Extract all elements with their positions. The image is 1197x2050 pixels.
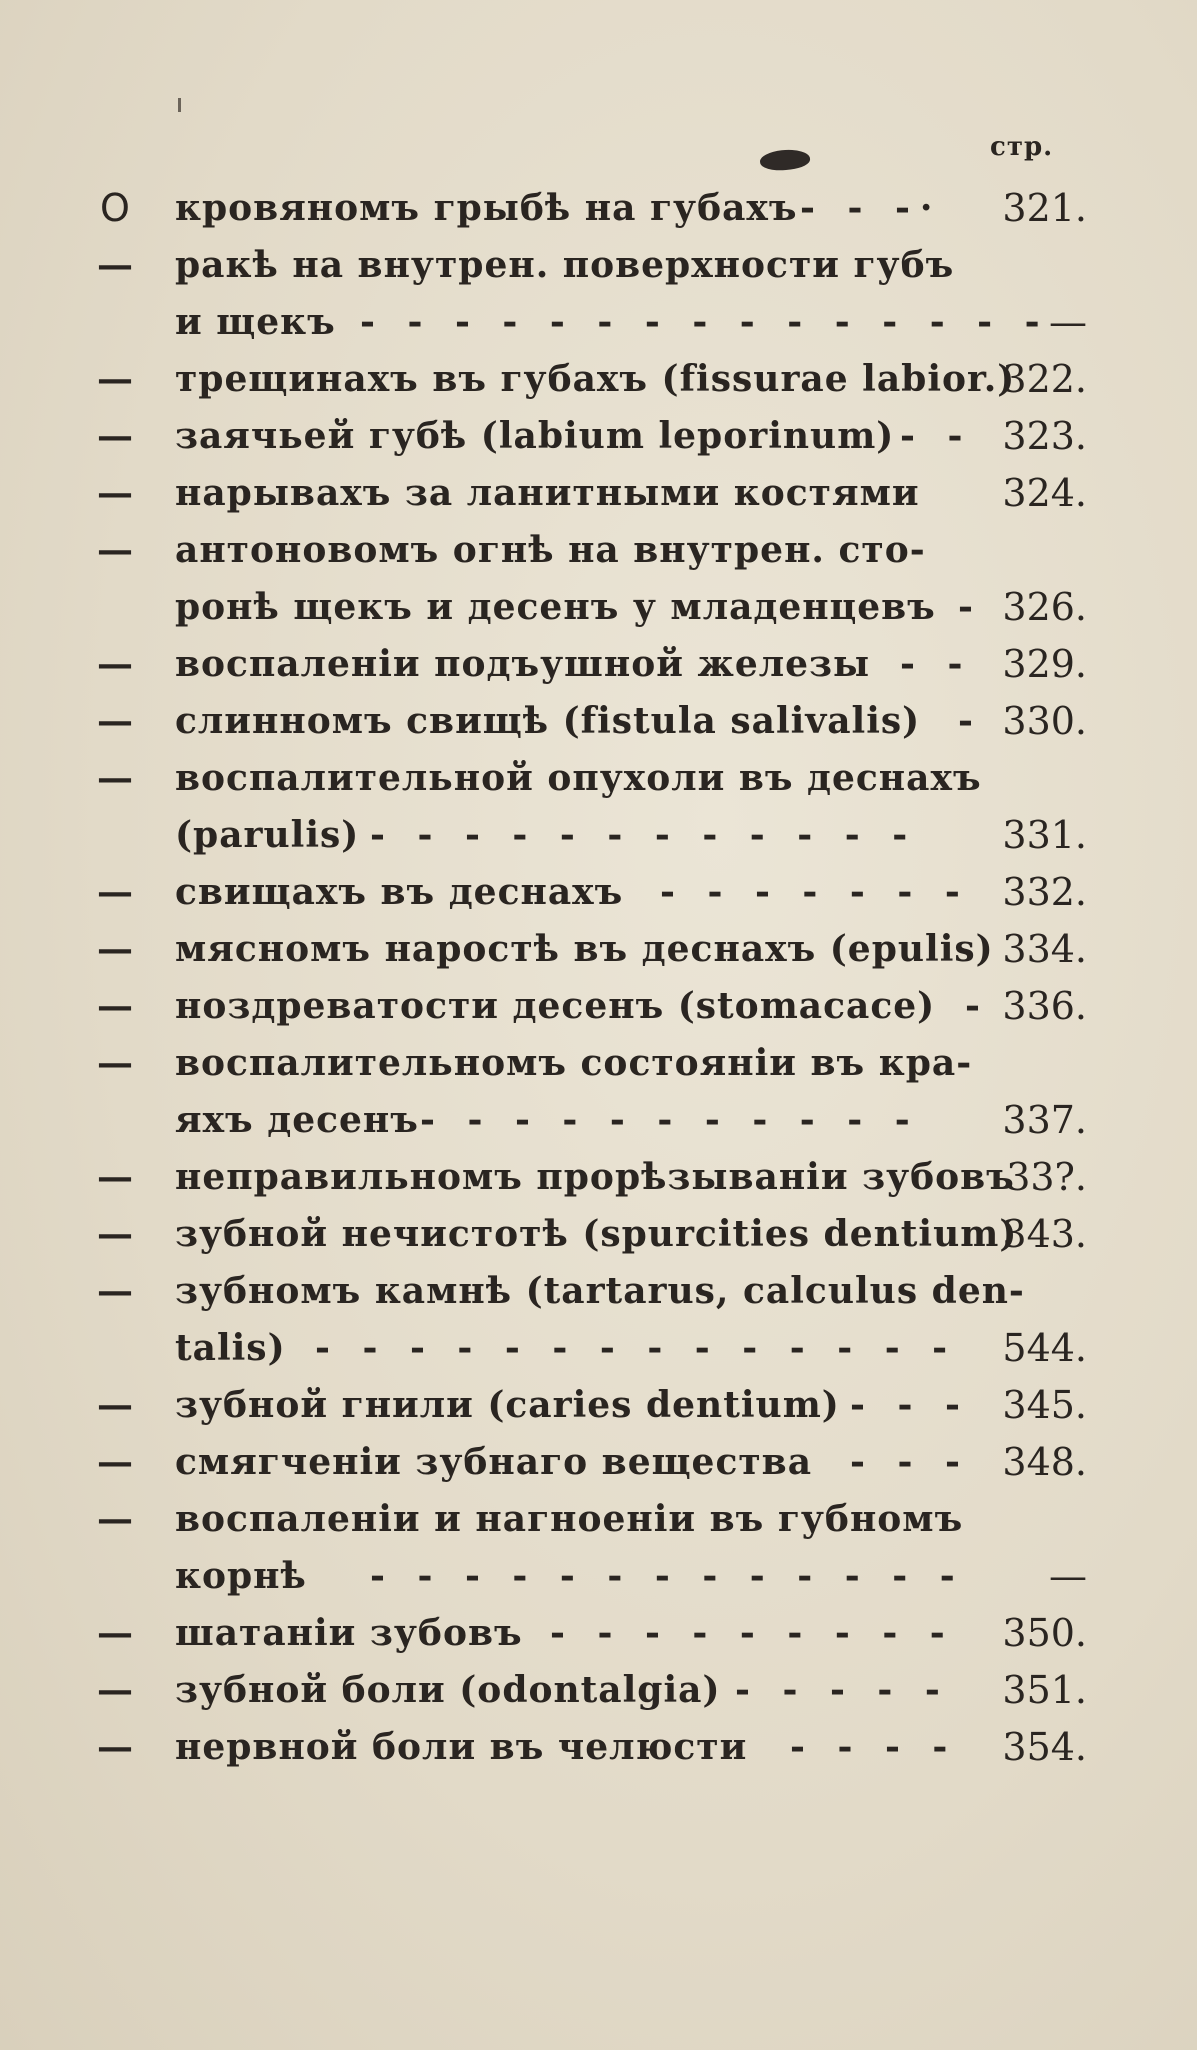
index-line <box>0 1377 1197 1433</box>
dot-leader: - - - - - - - - - - - - - - <box>315 1327 958 1369</box>
index-line <box>0 750 1197 806</box>
page-number: 351. <box>1002 1668 1087 1712</box>
entry-text: зубной боли (odontalgia) <box>175 1669 721 1711</box>
entry-text: свищахъ въ деснахъ <box>175 871 624 913</box>
page-number: 350. <box>1002 1611 1087 1655</box>
entry-marker: — <box>97 1498 133 1540</box>
entry-marker: — <box>97 985 133 1027</box>
index-line <box>0 1548 1197 1604</box>
entry-text: слинномъ свищѣ (fistula salivalis) <box>175 700 921 742</box>
ink-blot <box>759 147 811 172</box>
entry-text: воспалительной опухоли въ деснахъ <box>175 757 982 799</box>
entry-text: яхъ десенъ <box>175 1099 419 1141</box>
index-line <box>0 1662 1197 1718</box>
entry-text: ронѣ щекъ и десенъ у младенцевъ <box>175 586 936 628</box>
entry-marker: — <box>97 1270 133 1312</box>
entry-marker: — <box>97 928 133 970</box>
dot-leader: - - - - - - - <box>660 871 970 913</box>
margin-mark <box>178 98 181 112</box>
index-line <box>0 1035 1197 1091</box>
entry-text: talis) <box>175 1327 286 1369</box>
entry-marker: — <box>97 871 133 913</box>
index-line <box>0 465 1197 521</box>
index-line <box>0 1605 1197 1661</box>
entry-marker: — <box>97 700 133 742</box>
page-number: 331. <box>1002 813 1087 857</box>
index-line <box>0 237 1197 293</box>
page-number: 33?. <box>1006 1155 1087 1199</box>
entry-text: шатаніи зубовъ <box>175 1612 523 1654</box>
index-line <box>0 693 1197 749</box>
dot-leader: - - - - - - - - - - - - <box>370 814 918 856</box>
entry-marker: — <box>97 1612 133 1654</box>
index-line <box>0 921 1197 977</box>
entry-text: корнѣ <box>175 1555 307 1597</box>
page-number: 321. <box>1002 186 1087 230</box>
entry-marker: — <box>97 358 133 400</box>
index-line <box>0 1434 1197 1490</box>
dot-leader: - - <box>900 415 973 457</box>
entry-text: неправильномъ прорѣзываніи зубовъ <box>175 1156 1015 1198</box>
entry-marker: — <box>97 1156 133 1198</box>
entry-text: и щекъ <box>175 301 336 343</box>
dot-leader: - - -· <box>800 187 943 229</box>
entry-text: мясномъ наростѣ въ деснахъ (epulis) <box>175 928 994 970</box>
entry-text: воспаленіи подъушной железы <box>175 643 871 685</box>
page-number: 354. <box>1002 1725 1087 1769</box>
index-line <box>0 864 1197 920</box>
entry-marker: — <box>97 1042 133 1084</box>
page-number: 544. <box>1002 1326 1087 1370</box>
index-line <box>0 1092 1197 1148</box>
entry-marker: — <box>97 1441 133 1483</box>
entry-marker: — <box>97 1213 133 1255</box>
page-number: 326. <box>1002 585 1087 629</box>
page-number: 337. <box>1002 1098 1087 1142</box>
entry-text: антоновомъ огнѣ на внутрен. сто- <box>175 529 926 571</box>
entry-text: зубной нечистотѣ (spurcities dentium) <box>175 1213 1018 1255</box>
index-line <box>0 1206 1197 1262</box>
page-number: 336. <box>1002 984 1087 1028</box>
index-line <box>0 180 1197 236</box>
entry-marker: — <box>97 1384 133 1426</box>
index-line <box>0 522 1197 578</box>
entry-marker: — <box>97 529 133 571</box>
index-line <box>0 579 1197 635</box>
entry-text: (parulis) <box>175 814 360 856</box>
dot-leader: - <box>965 985 990 1027</box>
dot-leader: - - - - - - - - - - - - - <box>370 1555 965 1597</box>
page-number: 334. <box>1002 927 1087 971</box>
entry-marker: О <box>100 186 130 230</box>
dot-leader: - <box>958 586 983 628</box>
page-number: 345. <box>1002 1383 1087 1427</box>
index-line <box>0 1263 1197 1319</box>
entry-text: смягченіи зубнаго вещества <box>175 1441 813 1483</box>
dot-leader: - - - <box>850 1384 970 1426</box>
page-number: — <box>1049 1554 1087 1598</box>
page-number: 323. <box>1002 414 1087 458</box>
entry-text: зубномъ камнѣ (tartarus, calculus den- <box>175 1270 1025 1312</box>
entry-marker: — <box>97 472 133 514</box>
index-line <box>0 1320 1197 1376</box>
entry-text: ноздреватости десенъ (stomacace) <box>175 985 936 1027</box>
entry-marker: — <box>97 643 133 685</box>
entry-text: ракѣ на внутрен. поверхности губъ <box>175 244 955 286</box>
entry-text: зубной гнили (caries dentium) <box>175 1384 840 1426</box>
dot-leader: - - - - - - - - - - - - - - - <box>360 301 1050 343</box>
entry-text: воспаленіи и нагноеніи въ губномъ <box>175 1498 964 1540</box>
page-number: 322. <box>1002 357 1087 401</box>
dot-leader: - - - - - <box>735 1669 950 1711</box>
dot-leader: - - - - - - - - - <box>550 1612 955 1654</box>
page-number: 348. <box>1002 1440 1087 1484</box>
entry-marker: — <box>97 415 133 457</box>
entry-text: трещинахъ въ губахъ (fissurae labior.) <box>175 358 1016 400</box>
entry-marker: — <box>97 244 133 286</box>
page-number: 343. <box>1002 1212 1087 1256</box>
index-line <box>0 408 1197 464</box>
index-line <box>0 807 1197 863</box>
index-line <box>0 1719 1197 1775</box>
page-column-label: стр. <box>990 132 1054 162</box>
page-number: — <box>1049 300 1087 344</box>
index-line <box>0 978 1197 1034</box>
entry-marker: — <box>97 1726 133 1768</box>
dot-leader: - <box>958 700 983 742</box>
dot-leader: - - - <box>850 1441 970 1483</box>
entry-text: кровяномъ грыбѣ на губахъ <box>175 187 798 229</box>
entry-text: нарывахъ за ланитными костями <box>175 472 920 514</box>
entry-text: нервной боли въ челюсти <box>175 1726 748 1768</box>
page-number: 332. <box>1002 870 1087 914</box>
index-line <box>0 294 1197 350</box>
index-line <box>0 636 1197 692</box>
entry-marker: — <box>97 1669 133 1711</box>
index-line <box>0 1149 1197 1205</box>
entry-text: воспалительномъ состояніи въ кра- <box>175 1042 973 1084</box>
entry-text: заячьей губѣ (labium leporinum) <box>175 415 895 457</box>
dot-leader: - - <box>900 643 973 685</box>
index-line <box>0 1491 1197 1547</box>
index-line <box>0 351 1197 407</box>
dot-leader: - - - - <box>790 1726 958 1768</box>
dot-leader: - - - - - - - - - - - <box>420 1099 920 1141</box>
page-number: 329. <box>1002 642 1087 686</box>
page-number: 324. <box>1002 471 1087 515</box>
entry-marker: — <box>97 757 133 799</box>
page-number: 330. <box>1002 699 1087 743</box>
